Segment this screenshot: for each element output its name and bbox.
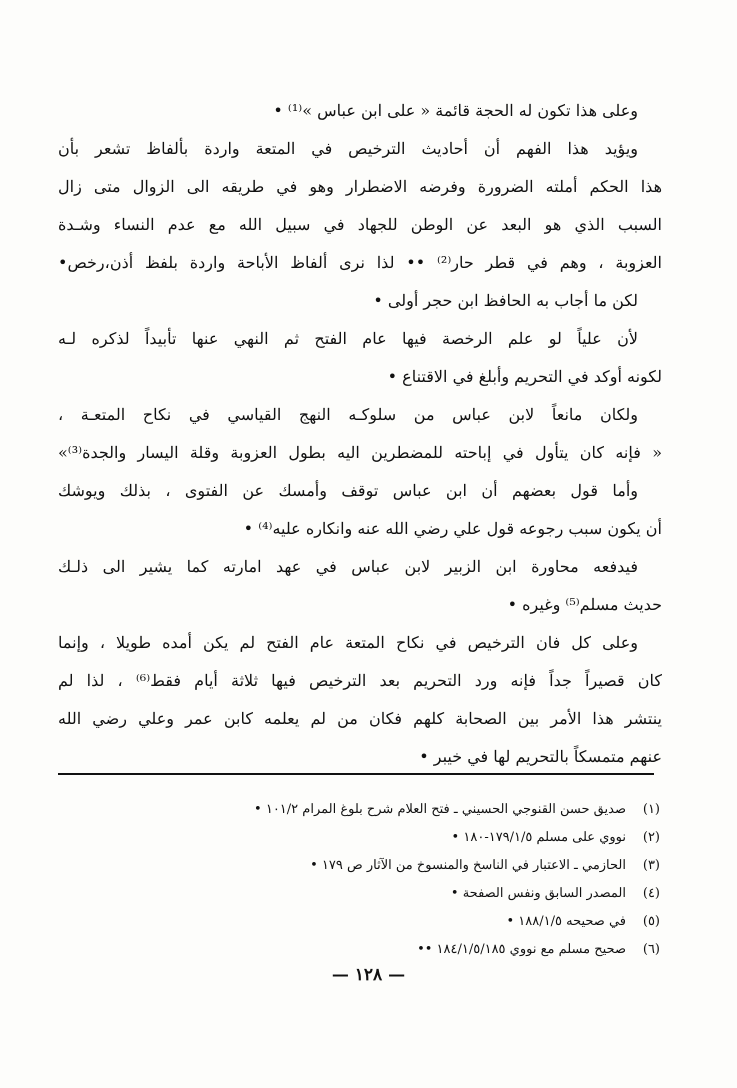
footnote-item (70, 796, 660, 824)
footnote-item (70, 880, 660, 908)
footnote-number: (٦) (642, 942, 660, 957)
paragraph-line: ولكان مانعاً لابن عباس من سلوكـه النهج القياسي في نكاح المتعـة ، (58, 405, 638, 424)
paragraph-line: وعلى هذا تكون له الحجة قائمة « على ابن عباس »⁽¹⁾ • (273, 101, 638, 120)
paragraph-line: وأما قول بعضهم أن ابن عباس توقف وأمسك عن الفتوى ، بذلك ويوشك (58, 481, 638, 500)
footnote-text: المصدر السابق ونفس الصفحة • (450, 886, 626, 901)
footnote-number: (٢) (642, 830, 660, 845)
paragraph-line: « فإنه كان يتأول في إباحته للمضطرين اليه بطول العزوبة وقلة اليسار والجدة⁽³⁾» (58, 443, 662, 462)
footnote-number: (٣) (642, 858, 660, 873)
footnotes (70, 796, 660, 964)
footnote-item (70, 852, 660, 880)
paragraph-line: ويؤيد هذا الفهم أن أحاديث الترخيص في المتعة واردة بألفاظ تشعر بأن (58, 139, 638, 158)
paragraph-line: لكن ما أجاب به الحافظ ابن حجر أولى • (373, 291, 638, 310)
paragraph-line: لأن علياً لو علم الرخصة فيها عام الفتح ثم النهي عنها تأبيداً لذكره لـه (58, 329, 638, 348)
paragraph-line: السبب الذي هو البعد عن الوطن للجهاد في سبيل الله مع عدم النساء وشـدة (58, 215, 662, 234)
footnote-number: (١) (642, 802, 660, 817)
paragraph-line: لكونه أوكد في التحريم وأبلغ في الاقتناع • (387, 367, 662, 386)
footnote-text: صديق حسن القنوجي الحسيني ـ فتح العلام شرح بلوغ المرام ١٠١/٢ • (254, 802, 626, 817)
footnote-text: الحازمي ـ الاعتبار في الناسخ والمنسوخ من الآثار ص ١٧٩ • (310, 858, 626, 873)
footnote-text: صحيح مسلم مع نووي ١٨٤/١/٥/١٨٥ •• (417, 942, 626, 957)
paragraph-line: ينتشر هذا الأمر بين الصحابة كلهم فكان من لم يعلمه كابن عمر وعلي رضي الله (58, 709, 662, 728)
footnote-item (70, 908, 660, 936)
paragraph-line: أن يكون سبب رجوعه قول علي رضي الله عنه وانكاره عليه⁽⁴⁾ • (243, 519, 662, 538)
footnote-number: (٤) (642, 886, 660, 901)
paragraph-line: حديث مسلم⁽⁵⁾ وغيره • (507, 595, 662, 614)
paragraph-line: كان قصيراً جداً فإنه ورد التحريم بعد الترخيص فيها ثلاثة أيام فقط⁽⁶⁾ ، لذا لم (58, 671, 662, 690)
paragraph-line: العزوبة ، وهم في قطر حار⁽²⁾ •• لذا نرى ألفاظ الأباحة واردة بلفظ أذن،رخص• (58, 253, 662, 272)
paragraph-line: هذا الحكم أملته الضرورة وفرضه الاضطرار وهو في طريقه الى الزوال متى زال (58, 177, 662, 196)
page-number: — ١٢٨ — (331, 965, 406, 985)
paragraph-line: عنهم متمسكاً بالتحريم لها في خيبر • (419, 747, 662, 766)
footnote-item (70, 936, 660, 964)
footnote-text: في صحيحه ١٨٨/١/٥ • (506, 914, 626, 929)
footnote-item (70, 824, 660, 852)
paragraph-line: وعلى كل فان الترخيص في نكاح المتعة عام الفتح لم يكن أمده طويلا ، وإنما (58, 633, 638, 652)
footnote-divider (58, 773, 654, 775)
paragraph-line: فيدفعه محاورة ابن الزبير لابن عباس في عهد امارته كما يشير الى ذلـك (58, 557, 638, 576)
footnote-number: (٥) (642, 914, 660, 929)
footnote-text: نووي على مسلم ١٧٩/١/٥-١٨٠ • (451, 830, 626, 845)
body-text (58, 92, 662, 776)
